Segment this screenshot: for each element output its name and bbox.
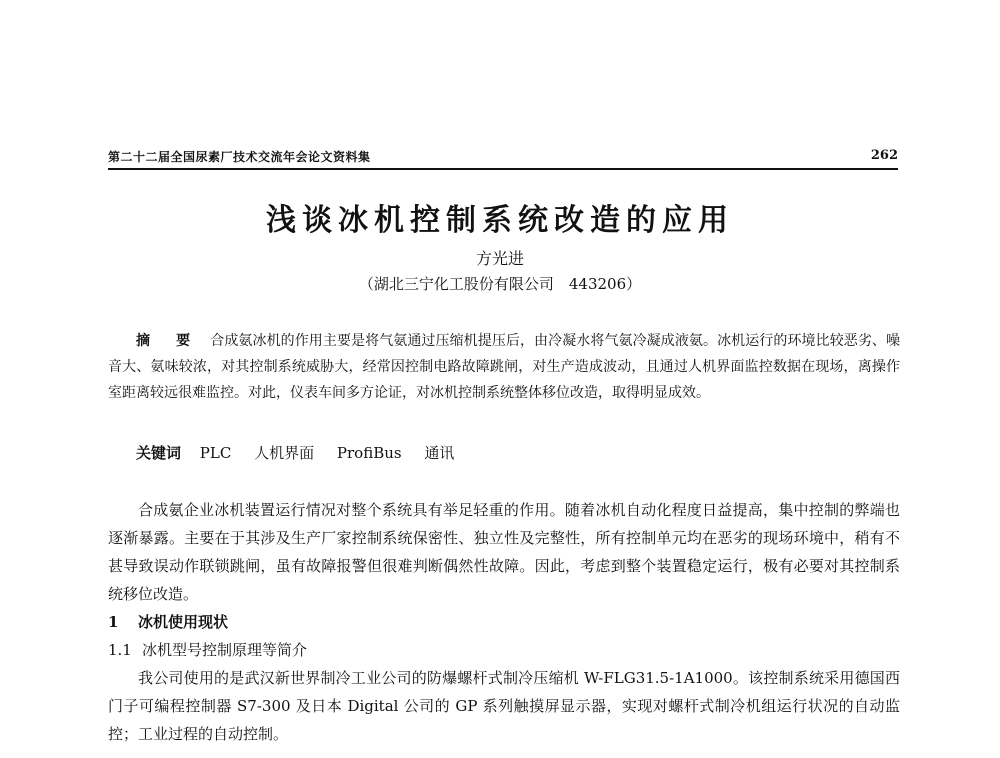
keywords-label: 关键词 [136, 444, 182, 462]
keywords [136, 442, 472, 463]
paper-title: 浅谈冰机控制系统改造的应用 [266, 203, 734, 238]
author-affiliation: （湖北三宁化工股份有限公司 443206） [358, 275, 642, 293]
section-heading [108, 608, 900, 636]
subsection-title: 冰机型号控制原理等简介 [142, 641, 308, 659]
running-header [108, 148, 898, 170]
keyword: 通讯 [424, 444, 455, 462]
abstract-label: 摘 要 [136, 333, 197, 349]
intro-paragraph: 合成氨企业冰机装置运行情况对整个系统具有举足轻重的作用。随着冰机自动化程度日益提高，集中控制的弊端也逐渐暴露。主要在于其涉及生产厂家控制系统保密性、独立性及完整性，所有控制单元均在恶劣的现场环境中，稍有不甚导致误动作联锁跳闸，虽有故障报警但很难判断偶然性故障。因此，考虑到整个装置稳定运行，极有必要对其控制系统移位改造。 [108, 501, 900, 603]
body-paragraph: 我公司使用的是武汉新世界制冷工业公司的防爆螺杆式制冷压缩机 W-FLG31.5-1A1000。该控制系统采用德国西门子可编程控制器 S7-300 及日本 Digital 公司的 GP 系列触摸屏显示器，实现对螺杆式制冷机组运行状况的自动监控；工业过程的自动控制。 [108, 669, 900, 743]
section-number: 1 [108, 613, 119, 631]
subsection-heading [108, 636, 900, 664]
keyword: PLC [199, 444, 232, 462]
abstract-text: 合成氨冰机的作用主要是将气氨通过压缩机提压后，由冷凝水将气氨冷凝成液氨。冰机运行的环境比较恶劣、噪音大、氨味较浓，对其控制系统威胁大，经常因控制电路故障跳闸，对生产造成波动，且通过人机界面监控数据在现场，离操作室距离较远很难监控。对此，仪表车间多方论证，对冰机控制系统整体移位改造，取得明显成效。 [108, 333, 901, 401]
journal-name: 第二十二届全国尿素厂技术交流年会论文资料集 [108, 150, 371, 164]
author-name: 方光进 [475, 249, 524, 268]
abstract [108, 328, 900, 406]
section-title: 冰机使用现状 [138, 613, 229, 631]
page-number: 262 [870, 148, 898, 163]
subsection-number: 1.1 [108, 641, 132, 659]
keyword: 人机界面 [254, 444, 315, 462]
keyword: ProfiBus [336, 444, 402, 462]
body-text [108, 496, 900, 748]
